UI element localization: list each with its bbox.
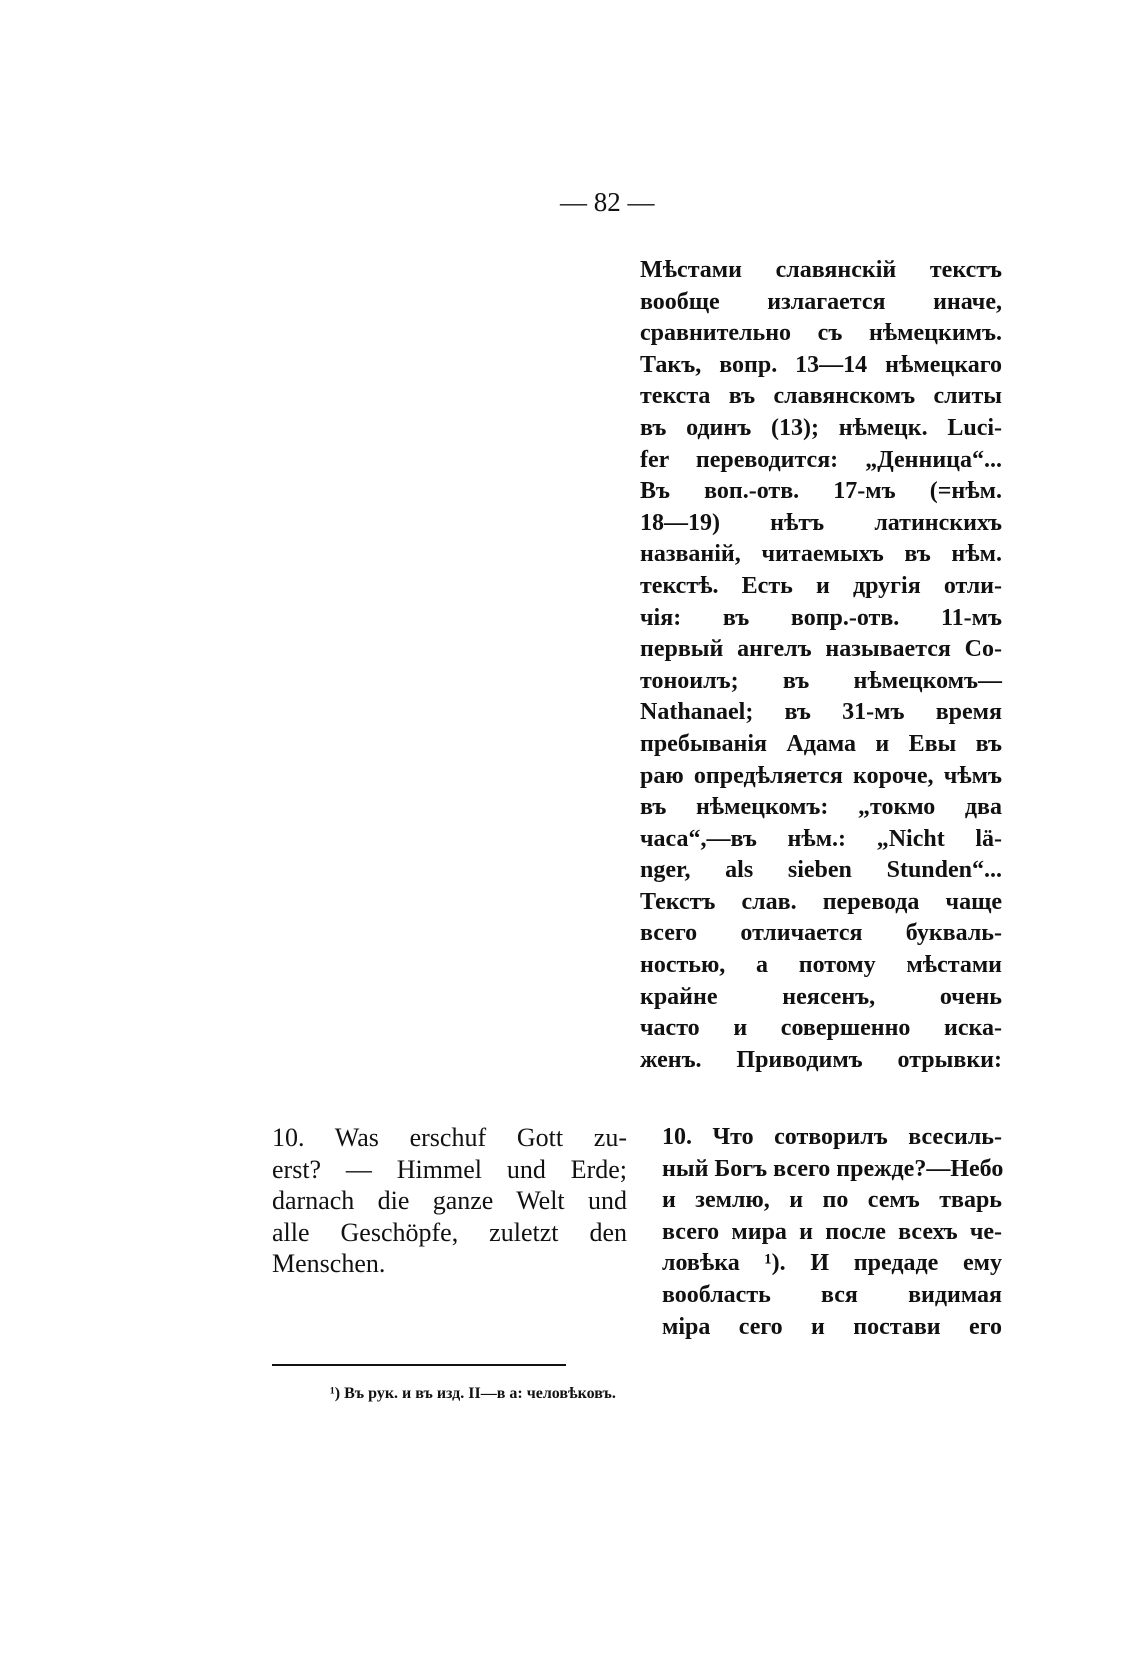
intro-line: nger, als sieben Stunden“... xyxy=(640,857,1002,884)
intro-line: Мѣстами славянскій текстъ xyxy=(640,257,1002,283)
intro-line: Текстъ слав. перевода чаще xyxy=(640,888,1002,915)
intro-line: часа“,—въ нѣм.: „Nicht lä- xyxy=(640,825,1002,852)
intro-line: сравнительно съ нѣмецкимъ. xyxy=(640,320,1002,347)
german-line: Menschen. xyxy=(272,1249,386,1279)
intro-line: fer переводится: „Денница“... xyxy=(640,446,1002,473)
intro-line: раю опредѣляется короче, чѣмъ xyxy=(640,762,1002,789)
intro-line: пребыванія Адама и Евы въ xyxy=(640,730,1002,757)
german-line: erst? — Himmel und Erde; xyxy=(272,1154,627,1184)
german-line: 10. Was erschuf Gott zu- xyxy=(272,1123,627,1152)
intro-line: Nathanael; въ 31-мъ время xyxy=(640,699,1002,726)
intro-line: тоноилъ; въ нѣмецкомъ— xyxy=(640,667,1002,694)
intro-paragraph xyxy=(640,255,1002,1076)
slavonic-line: 10. Что сотворилъ всесиль- xyxy=(662,1124,1002,1150)
intro-line: ностью, а потому мѣстами xyxy=(640,952,1002,979)
intro-line: первый ангелъ называется Со- xyxy=(640,636,1002,663)
slavonic-line: вообласть вся видимая xyxy=(662,1281,1002,1308)
footnote-divider xyxy=(272,1364,566,1366)
intro-line: въ нѣмецкомъ: „токмо два xyxy=(640,794,1002,821)
slavonic-line: міра сего и постави его xyxy=(662,1313,1002,1340)
intro-line: часто и совершенно иска- xyxy=(640,1015,1002,1042)
intro-line: 18—19) нѣтъ латинскихъ xyxy=(640,509,1002,536)
intro-line: названій, читаемыхъ въ нѣм. xyxy=(640,541,1002,568)
intro-line: въ одинъ (13); нѣмецк. Luci- xyxy=(640,414,1002,441)
intro-line: чія: въ вопр.-отв. 11-мъ xyxy=(640,604,1002,631)
slavonic-text-column xyxy=(662,1122,1002,1343)
intro-line: текста въ славянскомъ слиты xyxy=(640,383,1002,410)
intro-line: текстѣ. Есть и другія отли- xyxy=(640,572,1002,599)
slavonic-line: ловѣка ¹). И предаде ему xyxy=(662,1250,1002,1277)
german-line: alle Geschöpfe, zuletzt den xyxy=(272,1217,627,1247)
footnote: ¹) Въ рук. и въ изд. II—в а: человѣковъ. xyxy=(330,1385,616,1402)
intro-line: вообще излагается иначе, xyxy=(640,288,1002,315)
intro-line: всего отличается букваль- xyxy=(640,920,1002,947)
intro-line: Въ воп.-отв. 17-мъ (=нѣм. xyxy=(640,478,1002,505)
slavonic-line: всего мира и после всехъ че- xyxy=(662,1218,1002,1245)
slavonic-line: ный Богъ всего прежде?—Небо xyxy=(662,1155,1004,1182)
german-text-column xyxy=(272,1122,627,1280)
german-line: darnach die ganze Welt und xyxy=(272,1186,627,1216)
intro-line: Такъ, вопр. 13—14 нѣмецкаго xyxy=(640,351,1002,378)
slavonic-line: и землю, и по семъ тварь xyxy=(662,1187,1002,1214)
intro-line: крайне неясенъ, очень xyxy=(640,983,1002,1010)
intro-line: женъ. Приводимъ отрывки: xyxy=(640,1046,1002,1073)
page-number: — 82 — xyxy=(560,187,655,217)
